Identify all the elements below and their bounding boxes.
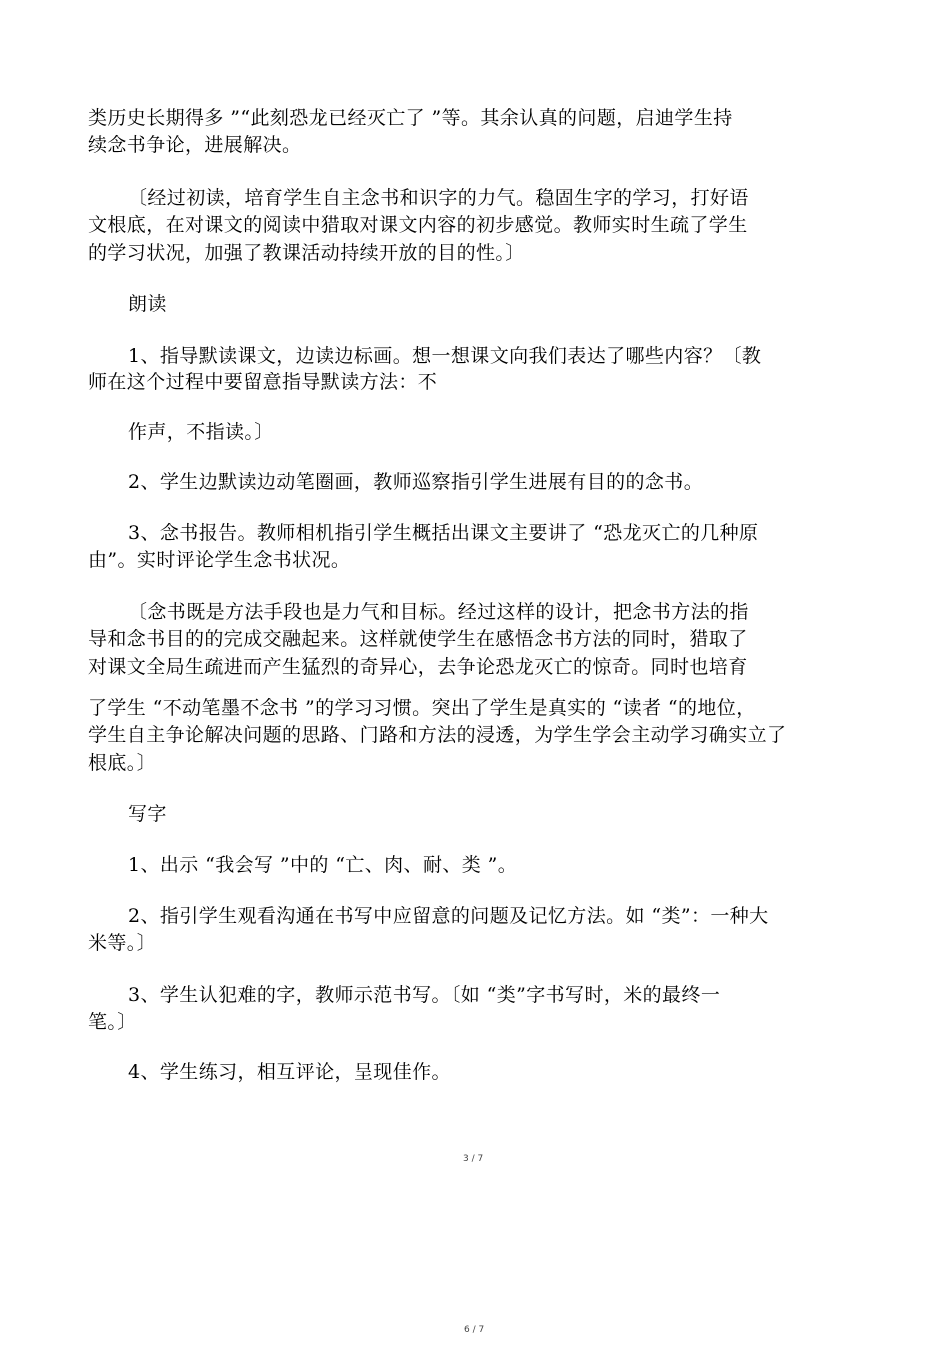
text-line: 1、出示 “我会写 ”中的 “亡、肉、耐、类 ”。 (128, 854, 518, 876)
text-line: 〔念书既是方法手段也是力气和目标。经过这样的设计，把念书方法的指 (128, 601, 749, 623)
text-line: 根底。〕 (88, 752, 157, 774)
text-line: 类历史长期得多 ”“此刻恐龙已经灭亡了 ”等。其余认真的问题，启迪学生持 (88, 107, 733, 129)
text-line: 了学生 “不动笔墨不念书 ”的学习习惯。突出了学生是真实的 “读者 “的地位， (88, 697, 756, 719)
text-line: 学生自主争论解决问题的思路、门路和方法的浸透，为学生学会主动学习确实立了 (88, 724, 787, 746)
text-line: 续念书争论，进展解决。 (88, 134, 302, 156)
text-line: 导和念书目的的完成交融起来。这样就使学生在感悟念书方法的同时，猎取了 (88, 628, 748, 650)
text-line: 文根底，在对课文的阅读中猎取对课文内容的初步感觉。教师实时生疏了学生 (88, 214, 748, 236)
text-line: 3、念书报告。教师相机指引学生概括出课文主要讲了 “恐龙灭亡的几种原 (128, 522, 759, 544)
section-heading-writing: 写字 (128, 803, 167, 825)
text-line: 2、指引学生观看沟通在书写中应留意的问题及记忆方法。如 “类”：一种大 (128, 905, 769, 927)
text-line: 对课文全局生疏进而产生猛烈的奇异心，去争论恐龙灭亡的惊奇。同时也培育 (88, 656, 748, 678)
text-line: 4、学生练习，相互评论，呈现佳作。 (128, 1061, 451, 1083)
text-line: 作声，不指读。〕 (128, 421, 274, 443)
text-line: 师在这个过程中要留意指导默读方法：不 (88, 371, 438, 393)
text-line: 由”。实时评论学生念书状况。 (88, 549, 351, 571)
page-number-secondary: 6 / 7 (464, 1325, 485, 1335)
section-heading-reading: 朗读 (128, 293, 167, 315)
page-number-primary: 3 / 7 (463, 1154, 484, 1164)
text-line: 笔。〕 (88, 1011, 137, 1033)
text-line: 3、学生认犯难的字，教师示范书写。〔如 “类”字书写时，米的最终一 (128, 984, 721, 1006)
text-line: 的学习状况，加强了教课活动持续开放的目的性。〕 (88, 242, 525, 264)
text-line: 米等。〕 (88, 932, 157, 954)
text-line: 〔经过初读，培育学生自主念书和识字的力气。稳固生字的学习，打好语 (128, 187, 749, 209)
text-line: 1、指导默读课文，边读边标画。想一想课文向我们表达了哪些内容？〔教 (128, 345, 762, 367)
text-line: 2、学生边默读边动笔圈画，教师巡察指引学生进展有目的的念书。 (128, 471, 704, 493)
